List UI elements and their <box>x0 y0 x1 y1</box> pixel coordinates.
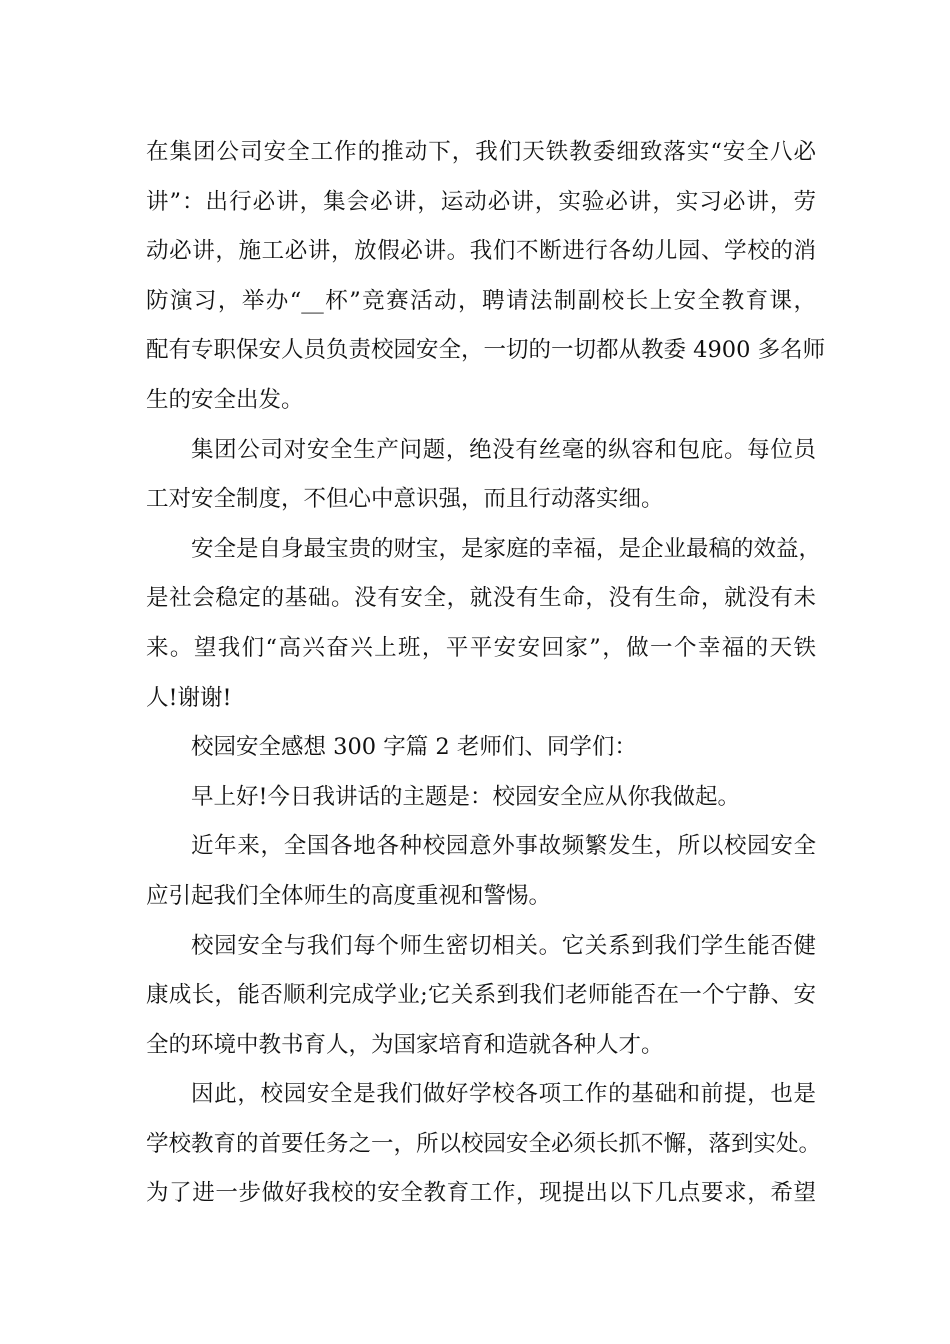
paragraph-3-line-3: 来。望我们“高兴奋兴上班，平平安安回家”，做一个幸福的天铁 <box>146 634 816 661</box>
paragraph-1-line-2: 讲”：出行必讲，集会必讲，运动必讲，实验必讲，实习必讲，劳 <box>146 188 816 215</box>
paragraph-7-line-2: 康成长，能否顺利完成学业;它关系到我们老师能否在一个宁静、安 <box>146 982 816 1009</box>
paragraph-6-line-1: 近年来，全国各地各种校园意外事故频繁发生，所以校园安全 <box>191 833 816 860</box>
paragraph-2-line-1: 集团公司对安全生产问题，绝没有丝毫的纵容和包庇。每位员 <box>191 436 816 463</box>
paragraph-8-line-1: 因此，校园安全是我们做好学校各项工作的基础和前提，也是 <box>191 1081 816 1108</box>
paragraph-6-line-2: 应引起我们全体师生的高度重视和警惕。 <box>146 882 552 909</box>
document-body <box>146 128 826 1219</box>
paragraph-8-line-3: 为了进一步做好我校的安全教育工作，现提出以下几点要求，希望 <box>146 1180 816 1207</box>
paragraph-3-line-4: 人!谢谢! <box>146 684 232 711</box>
paragraph-2-line-2: 工对安全制度，不但心中意识强，而且行动落实细。 <box>146 486 664 513</box>
paragraph-1-line-5: 配有专职保安人员负责校园安全，一切的一切都从教委 4900 多名师 <box>146 337 826 364</box>
paragraph-7-line-3: 全的环境中教书育人，为国家培育和造就各种人才。 <box>146 1031 664 1058</box>
greeting-line: 早上好!今日我讲话的主题是：校园安全应从你我做起。 <box>191 783 741 810</box>
paragraph-3-line-2: 是社会稳定的基础。没有安全，就没有生命，没有生命，就没有未 <box>146 585 816 612</box>
paragraph-1-line-6: 生的安全出发。 <box>146 386 304 413</box>
section-heading-line: 校园安全感想 300 字篇 2 老师们、同学们： <box>191 734 637 761</box>
paragraph-7-line-1: 校园安全与我们每个师生密切相关。它关系到我们学生能否健 <box>191 932 816 959</box>
paragraph-1-line-3: 动必讲，施工必讲，放假必讲。我们不断进行各幼儿园、学校的消 <box>146 238 816 265</box>
paragraph-8-line-2: 学校教育的首要任务之一，所以校园安全必须长抓不懈，落到实处。 <box>146 1130 822 1157</box>
paragraph-1-line-4: 防演习，举办“__杯”竞赛活动，聘请法制副校长上安全教育课， <box>146 287 816 314</box>
paragraph-3-line-1: 安全是自身最宝贵的财宝，是家庭的幸福，是企业最稿的效益， <box>191 535 822 562</box>
paragraph-1-line-1: 在集团公司安全工作的推动下，我们天铁教委细致落实“安全八必 <box>146 139 816 165</box>
